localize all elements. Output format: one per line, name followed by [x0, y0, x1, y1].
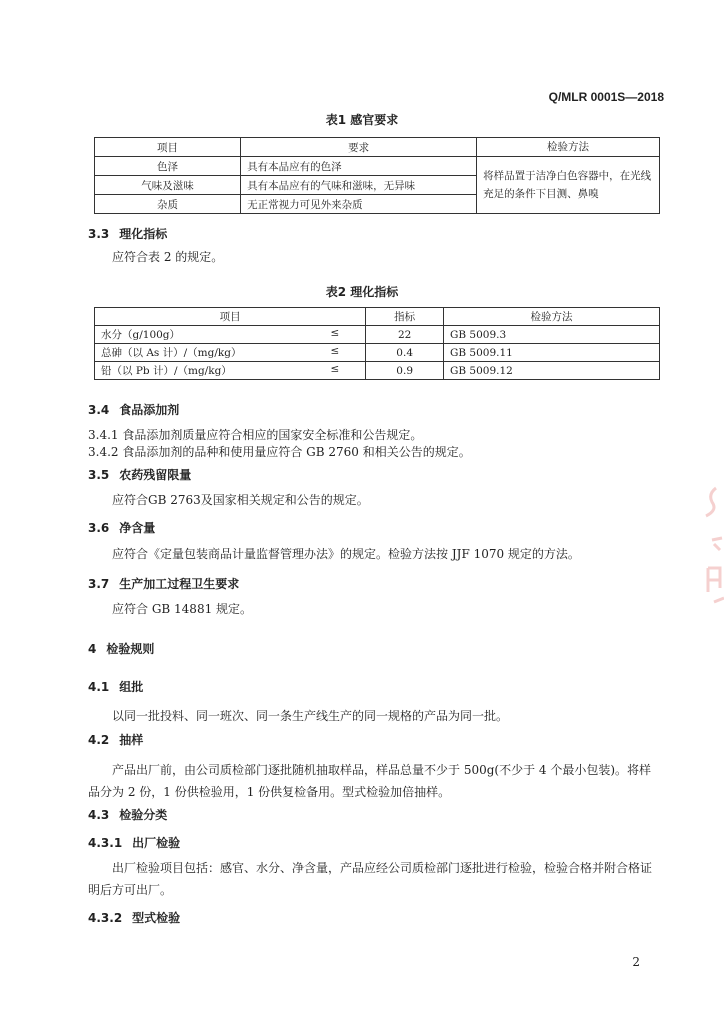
table-cell-requirement: 具有本品应有的气味和滋味，无异味: [241, 176, 477, 195]
table-cell-item: [95, 344, 366, 362]
section-3-3-heading: [88, 225, 167, 242]
table-cell-method: GB 5009.11: [443, 344, 659, 362]
sensory-requirements-table: [94, 137, 660, 214]
section-number: 4.3: [88, 808, 110, 822]
section-3-7-heading: [88, 575, 239, 592]
table-header-cell: 检验方法: [477, 138, 660, 157]
section-number: 3.6: [88, 521, 110, 535]
section-number: 3.4: [88, 403, 110, 417]
table-cell-method: GB 5009.12: [443, 362, 659, 380]
operator: ≤: [330, 345, 340, 357]
section-3-7-text: 应符合 GB 14881 规定。: [112, 602, 253, 616]
table-header-cell: 项目: [95, 308, 366, 326]
table2-caption: 表2 理化指标: [325, 285, 399, 299]
section-4-1-heading: [88, 678, 143, 695]
table-cell-value: 0.4: [366, 344, 444, 362]
section-title: 检验分类: [119, 808, 168, 822]
table-cell-value: 22: [366, 326, 444, 344]
table-row: [95, 326, 660, 344]
section-title: 组批: [119, 680, 144, 694]
section-title: 理化指标: [119, 227, 168, 241]
table-cell-requirement: 无正常视力可见外来杂质: [241, 195, 477, 214]
table1-caption: 表1 感官要求: [325, 113, 399, 127]
operator: ≤: [330, 363, 340, 375]
table-row: [95, 344, 660, 362]
section-title: 农药残留限量: [119, 468, 192, 482]
section-4-3-2-heading: [88, 909, 180, 926]
table-header-cell: 指标: [366, 308, 444, 326]
section-number: 4.3.2: [88, 911, 123, 925]
section-title: 检验规则: [106, 642, 155, 656]
section-number: 4: [88, 642, 97, 656]
section-title: 食品添加剂: [119, 403, 180, 417]
table-header-row: [95, 308, 660, 326]
table-cell-item: [95, 326, 366, 344]
table-header-cell: 项目: [95, 138, 241, 157]
table-cell-requirement: 具有本品应有的色泽: [241, 157, 477, 176]
operator: ≤: [330, 327, 340, 339]
section-4-1-text: 以同一批投料、同一班次、同一条生产线生产的同一规格的产品为同一批。: [112, 709, 509, 723]
section-number: 3.7: [88, 577, 110, 591]
clause-3-4-2: 3.4.2 食品添加剂的品种和使用量应符合 GB 2760 和相关公告的规定。: [88, 445, 471, 459]
table-row: [95, 157, 660, 176]
page-number: 2: [632, 955, 640, 969]
section-3-5-text: 应符合GB 2763及国家相关规定和公告的规定。: [112, 493, 369, 507]
section-3-3-text: 应符合表 2 的规定。: [112, 250, 224, 264]
table-cell-item: 色泽: [95, 157, 241, 176]
clause-3-4-1: 3.4.1 食品添加剂质量应符合相应的国家安全标准和公告规定。: [88, 428, 423, 442]
table-cell-item: 杂质: [95, 195, 241, 214]
section-3-6-text: 应符合《定量包装商品计量监督管理办法》的规定。检验方法按 JJF 1070 规定的方法。: [112, 547, 580, 561]
section-title: 出厂检验: [132, 836, 181, 850]
section-title: 抽样: [119, 733, 144, 747]
section-4-3-1-heading: [88, 834, 180, 851]
section-number: 4.2: [88, 733, 110, 747]
table-header-cell: 检验方法: [443, 308, 659, 326]
section-4-2-text: 产品出厂前，由公司质检部门逐批随机抽取样品，样品总量不少于 500g(不少于 4 个最小包装)。将样品分为 2 份，1 份供检验用，1 份供复检备用。型式检验加倍抽样。: [88, 763, 652, 799]
section-number: 4.1: [88, 680, 110, 694]
section-title: 净含量: [119, 521, 156, 535]
section-3-5-heading: [88, 466, 191, 483]
seal-icon: [694, 480, 724, 610]
item-label: 总砷（以 As 计）/（mg/kg）: [101, 347, 242, 359]
section-title: 型式检验: [132, 911, 181, 925]
table-cell-method: GB 5009.3: [443, 326, 659, 344]
section-3-4-heading: [88, 401, 179, 418]
section-4-heading: [88, 640, 154, 657]
table-cell-item: 气味及滋味: [95, 176, 241, 195]
table-header-cell: 要求: [241, 138, 477, 157]
section-3-6-heading: [88, 519, 155, 536]
section-4-3-1-text: 出厂检验项目包括：感官、水分、净含量，产品应经公司质检部门逐批进行检验，检验合格并附合格证明后方可出厂。: [88, 861, 653, 897]
table-cell-method: 将样品置于洁净白色容器中，在光线充足的条件下目测、鼻嗅: [477, 157, 660, 214]
table-cell-value: 0.9: [366, 362, 444, 380]
table-cell-item: [95, 362, 366, 380]
standard-code: Q/MLR 0001S—2018: [548, 90, 664, 104]
section-title: 生产加工过程卫生要求: [119, 577, 240, 591]
table-header-row: [95, 138, 660, 157]
table-row: [95, 362, 660, 380]
section-number: 3.3: [88, 227, 110, 241]
section-number: 3.5: [88, 468, 110, 482]
section-number: 4.3.1: [88, 836, 123, 850]
section-4-2-heading: [88, 731, 143, 748]
item-label: 水分（g/100g）: [101, 329, 181, 341]
section-4-3-heading: [88, 806, 167, 823]
seal-stamp-fragment: [694, 480, 724, 610]
physicochemical-table: [94, 307, 660, 380]
item-label: 铅（以 Pb 计）/（mg/kg）: [101, 365, 232, 377]
